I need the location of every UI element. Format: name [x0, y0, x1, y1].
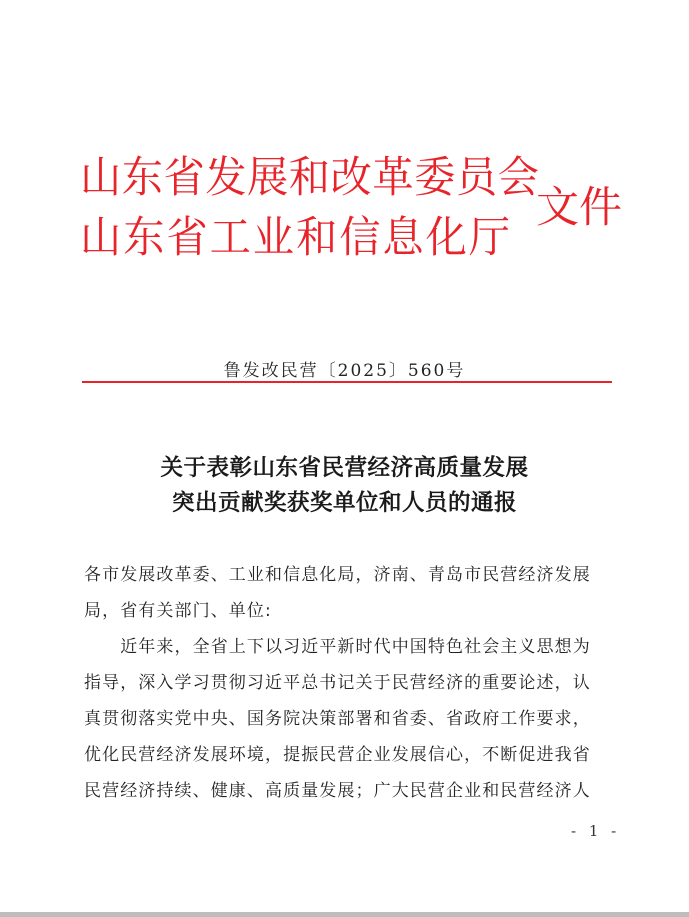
document-title-line-2: 突出贡献奖获奖单位和人员的通报 [171, 490, 517, 516]
body-line: 民营经济持续、健康、高质量发展；广大民营企业和民营经济人 [84, 781, 591, 801]
document-number: 鲁发改民营〔2025〕560号 [223, 361, 466, 381]
page-bottom-edge [0, 912, 689, 917]
body-line: 各市发展改革委、工业和信息化局，济南、青岛市民营经济发展 [84, 565, 591, 585]
issuer-line-1: 山东省发展和改革委员会 [80, 153, 540, 203]
issuer-line-2: 山东省工业和信息化厅 [80, 213, 512, 263]
masthead-suffix: 文件 [536, 183, 622, 233]
body-line: 优化民营经济发展环境，提振民营企业发展信心，不断促进我省 [84, 745, 591, 765]
document-title-line-1: 关于表彰山东省民营经济高质量发展 [160, 455, 529, 481]
red-divider [82, 381, 612, 383]
body-line: 局，省有关部门、单位: [84, 601, 272, 621]
body-line: 近年来，全省上下以习近平新时代中国特色社会主义思想为 [84, 637, 591, 657]
body-line: 指导，深入学习贯彻习近平总书记关于民营经济的重要论述，认 [84, 673, 591, 693]
body-line: 真贯彻落实党中央、国务院决策部署和省委、省政府工作要求， [84, 709, 591, 729]
page-number: - 1 - [571, 822, 621, 840]
